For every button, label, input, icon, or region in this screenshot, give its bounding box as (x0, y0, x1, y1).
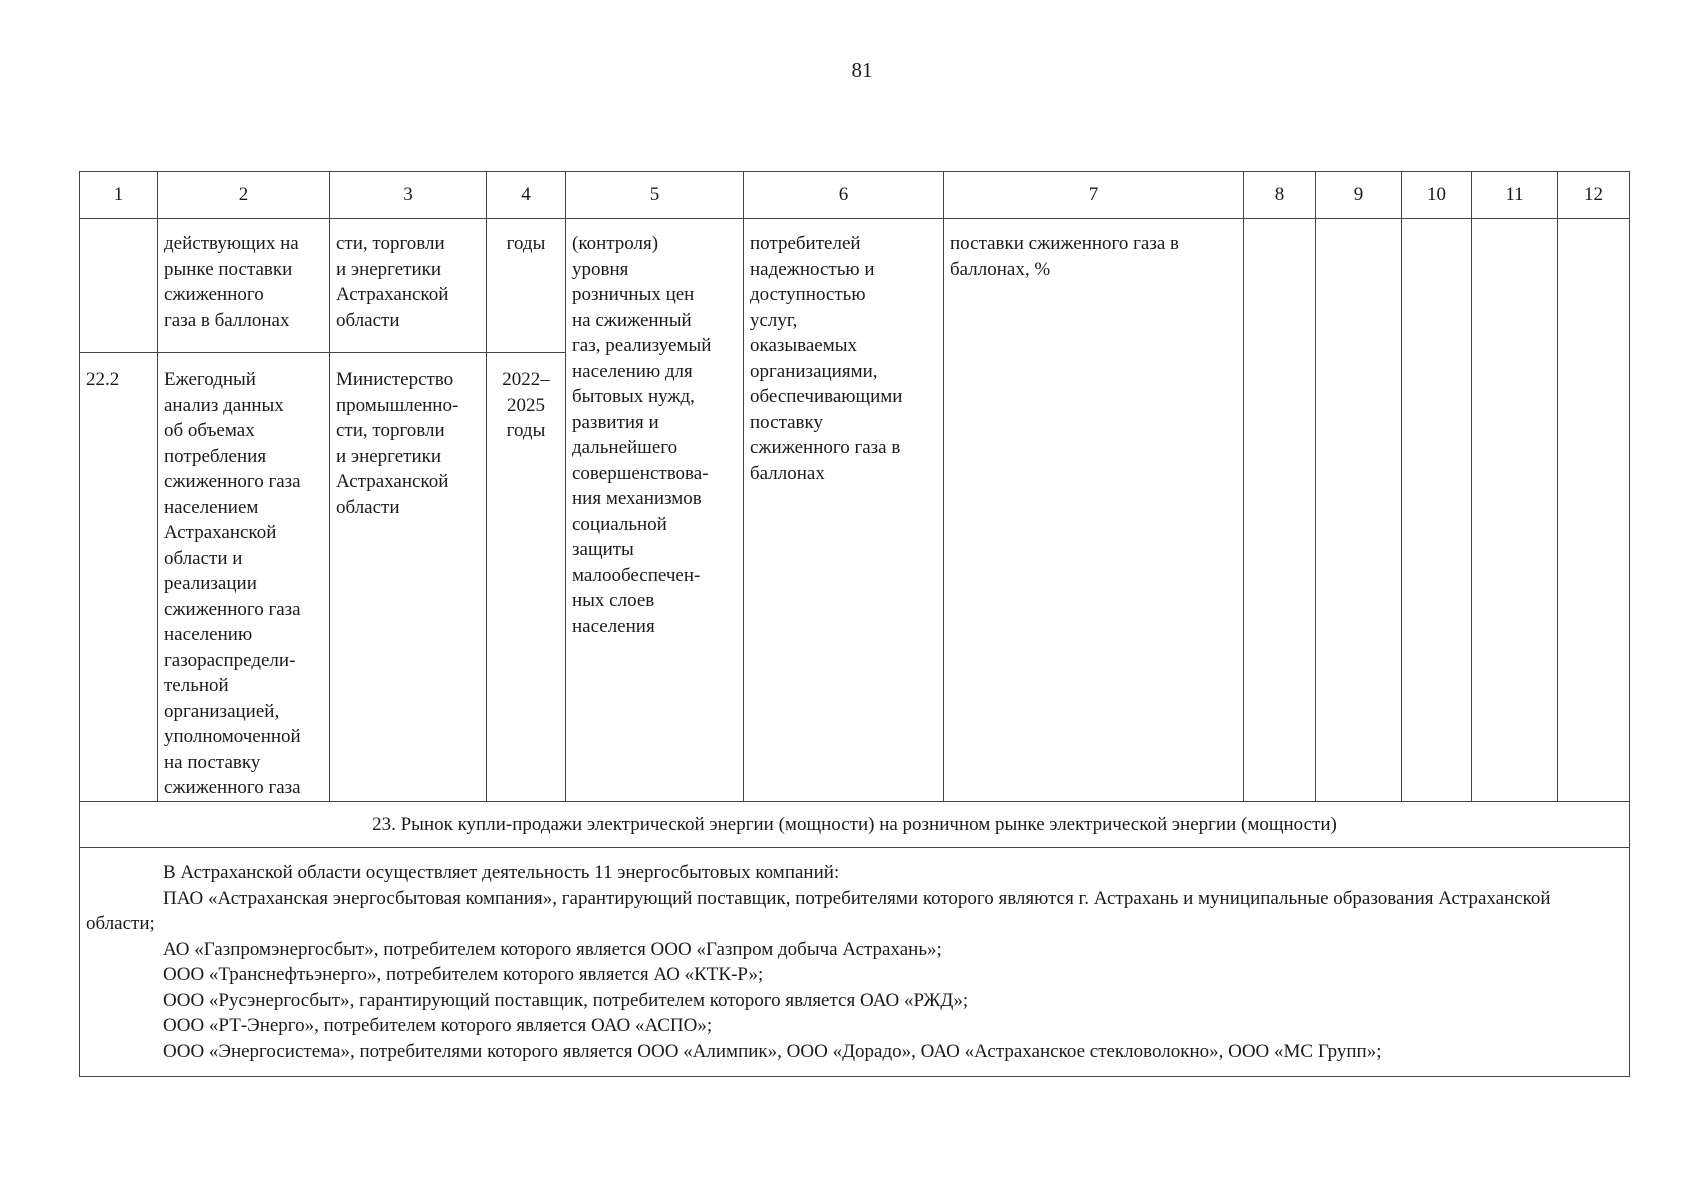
paragraph: ООО «Русэнергосбыт», гарантирующий поставщик, потребителем которого является ОАО «РЖД»; (163, 989, 969, 1011)
measures-table (79, 171, 1630, 1077)
paragraph: ООО «РТ-Энерго», потребителем которого является ОАО «АСПО»; (163, 1015, 713, 1036)
column-number-9: 9 (1316, 172, 1402, 219)
cell-row-number (80, 219, 158, 353)
cell-empty-12 (1558, 219, 1630, 802)
cell-result: (контроля) уровня розничных цен на сжиженный газ, реализуемый населению для бытовых нужд, развития и дальнейшего совершенствова- ния механизмов социальной защиты малообеспечен- ных слоев населения (566, 219, 744, 802)
cell-row-number: 22.2 (80, 353, 158, 802)
cell-empty-10 (1402, 219, 1472, 802)
cell-measure-name: действующих на рынке поставки сжиженного газа в баллонах (158, 219, 330, 353)
paragraph: В Астраханской области осуществляет деятельность 11 энергосбытовых компаний: (163, 862, 840, 883)
cell-period: 2022– 2025 годы (487, 353, 566, 802)
cell-indicator-name: поставки сжиженного газа в баллонах, % (944, 219, 1244, 802)
table-header-row (80, 172, 1630, 219)
cell-empty-9 (1316, 219, 1402, 802)
paragraph: ООО «Энергосистема», потребителями которого является ООО «Алимпик», ООО «Дорадо», ОАО «Астраханское стекловолокно», ООО «МС Групп»; (163, 1040, 1382, 1062)
column-number-4: 4 (487, 172, 566, 219)
cell-empty-8 (1244, 219, 1316, 802)
column-number-10: 10 (1402, 172, 1472, 219)
table-row (80, 219, 1630, 353)
column-number-5: 5 (566, 172, 744, 219)
column-number-11: 11 (1472, 172, 1558, 219)
paragraph: АО «Газпромэнергосбыт», потребителем которого является ООО «Газпром добыча Астрахань»; (163, 938, 942, 960)
column-number-2: 2 (158, 172, 330, 219)
paragraph: ООО «Транснефтьэнерго», потребителем которого является АО «КТК-Р»; (163, 964, 764, 985)
cell-responsible: сти, торговли и энергетики Астраханской области (330, 219, 487, 353)
section-title: 23. Рынок купли-продажи электрической энергии (мощности) на розничном рынке электрической энергии (мощности) (80, 802, 1630, 848)
column-number-1: 1 (80, 172, 158, 219)
text-block (80, 848, 1630, 1077)
text-block-row (80, 848, 1630, 1077)
cell-empty-11 (1472, 219, 1558, 802)
column-number-7: 7 (944, 172, 1244, 219)
cell-responsible: Министерство промышленно- сти, торговли и энергетики Астраханской области (330, 353, 487, 802)
cell-measure-name: Ежегодный анализ данных об объемах потребления сжиженного газа населением Астраханской области и реализации сжиженного газа населению газораспредели- тельной организацией, уполномоченной на поставку сжиженного газа (158, 353, 330, 802)
section-heading-row (80, 802, 1630, 848)
cell-period: годы (487, 219, 566, 353)
column-number-6: 6 (744, 172, 944, 219)
paragraph: ПАО «Астраханская энергосбытовая компания», гарантирующий поставщик, потребителями которого являются г. Астрахань и муниципальные образования Астраханской области; (86, 887, 1551, 934)
column-number-12: 12 (1558, 172, 1630, 219)
cell-indicator: потребителей надежностью и доступностью услуг, оказываемых организациями, обеспечивающими поставку сжиженного газа в баллонах (744, 219, 944, 802)
column-number-8: 8 (1244, 172, 1316, 219)
page-number: 81 (851, 58, 873, 82)
column-number-3: 3 (330, 172, 487, 219)
